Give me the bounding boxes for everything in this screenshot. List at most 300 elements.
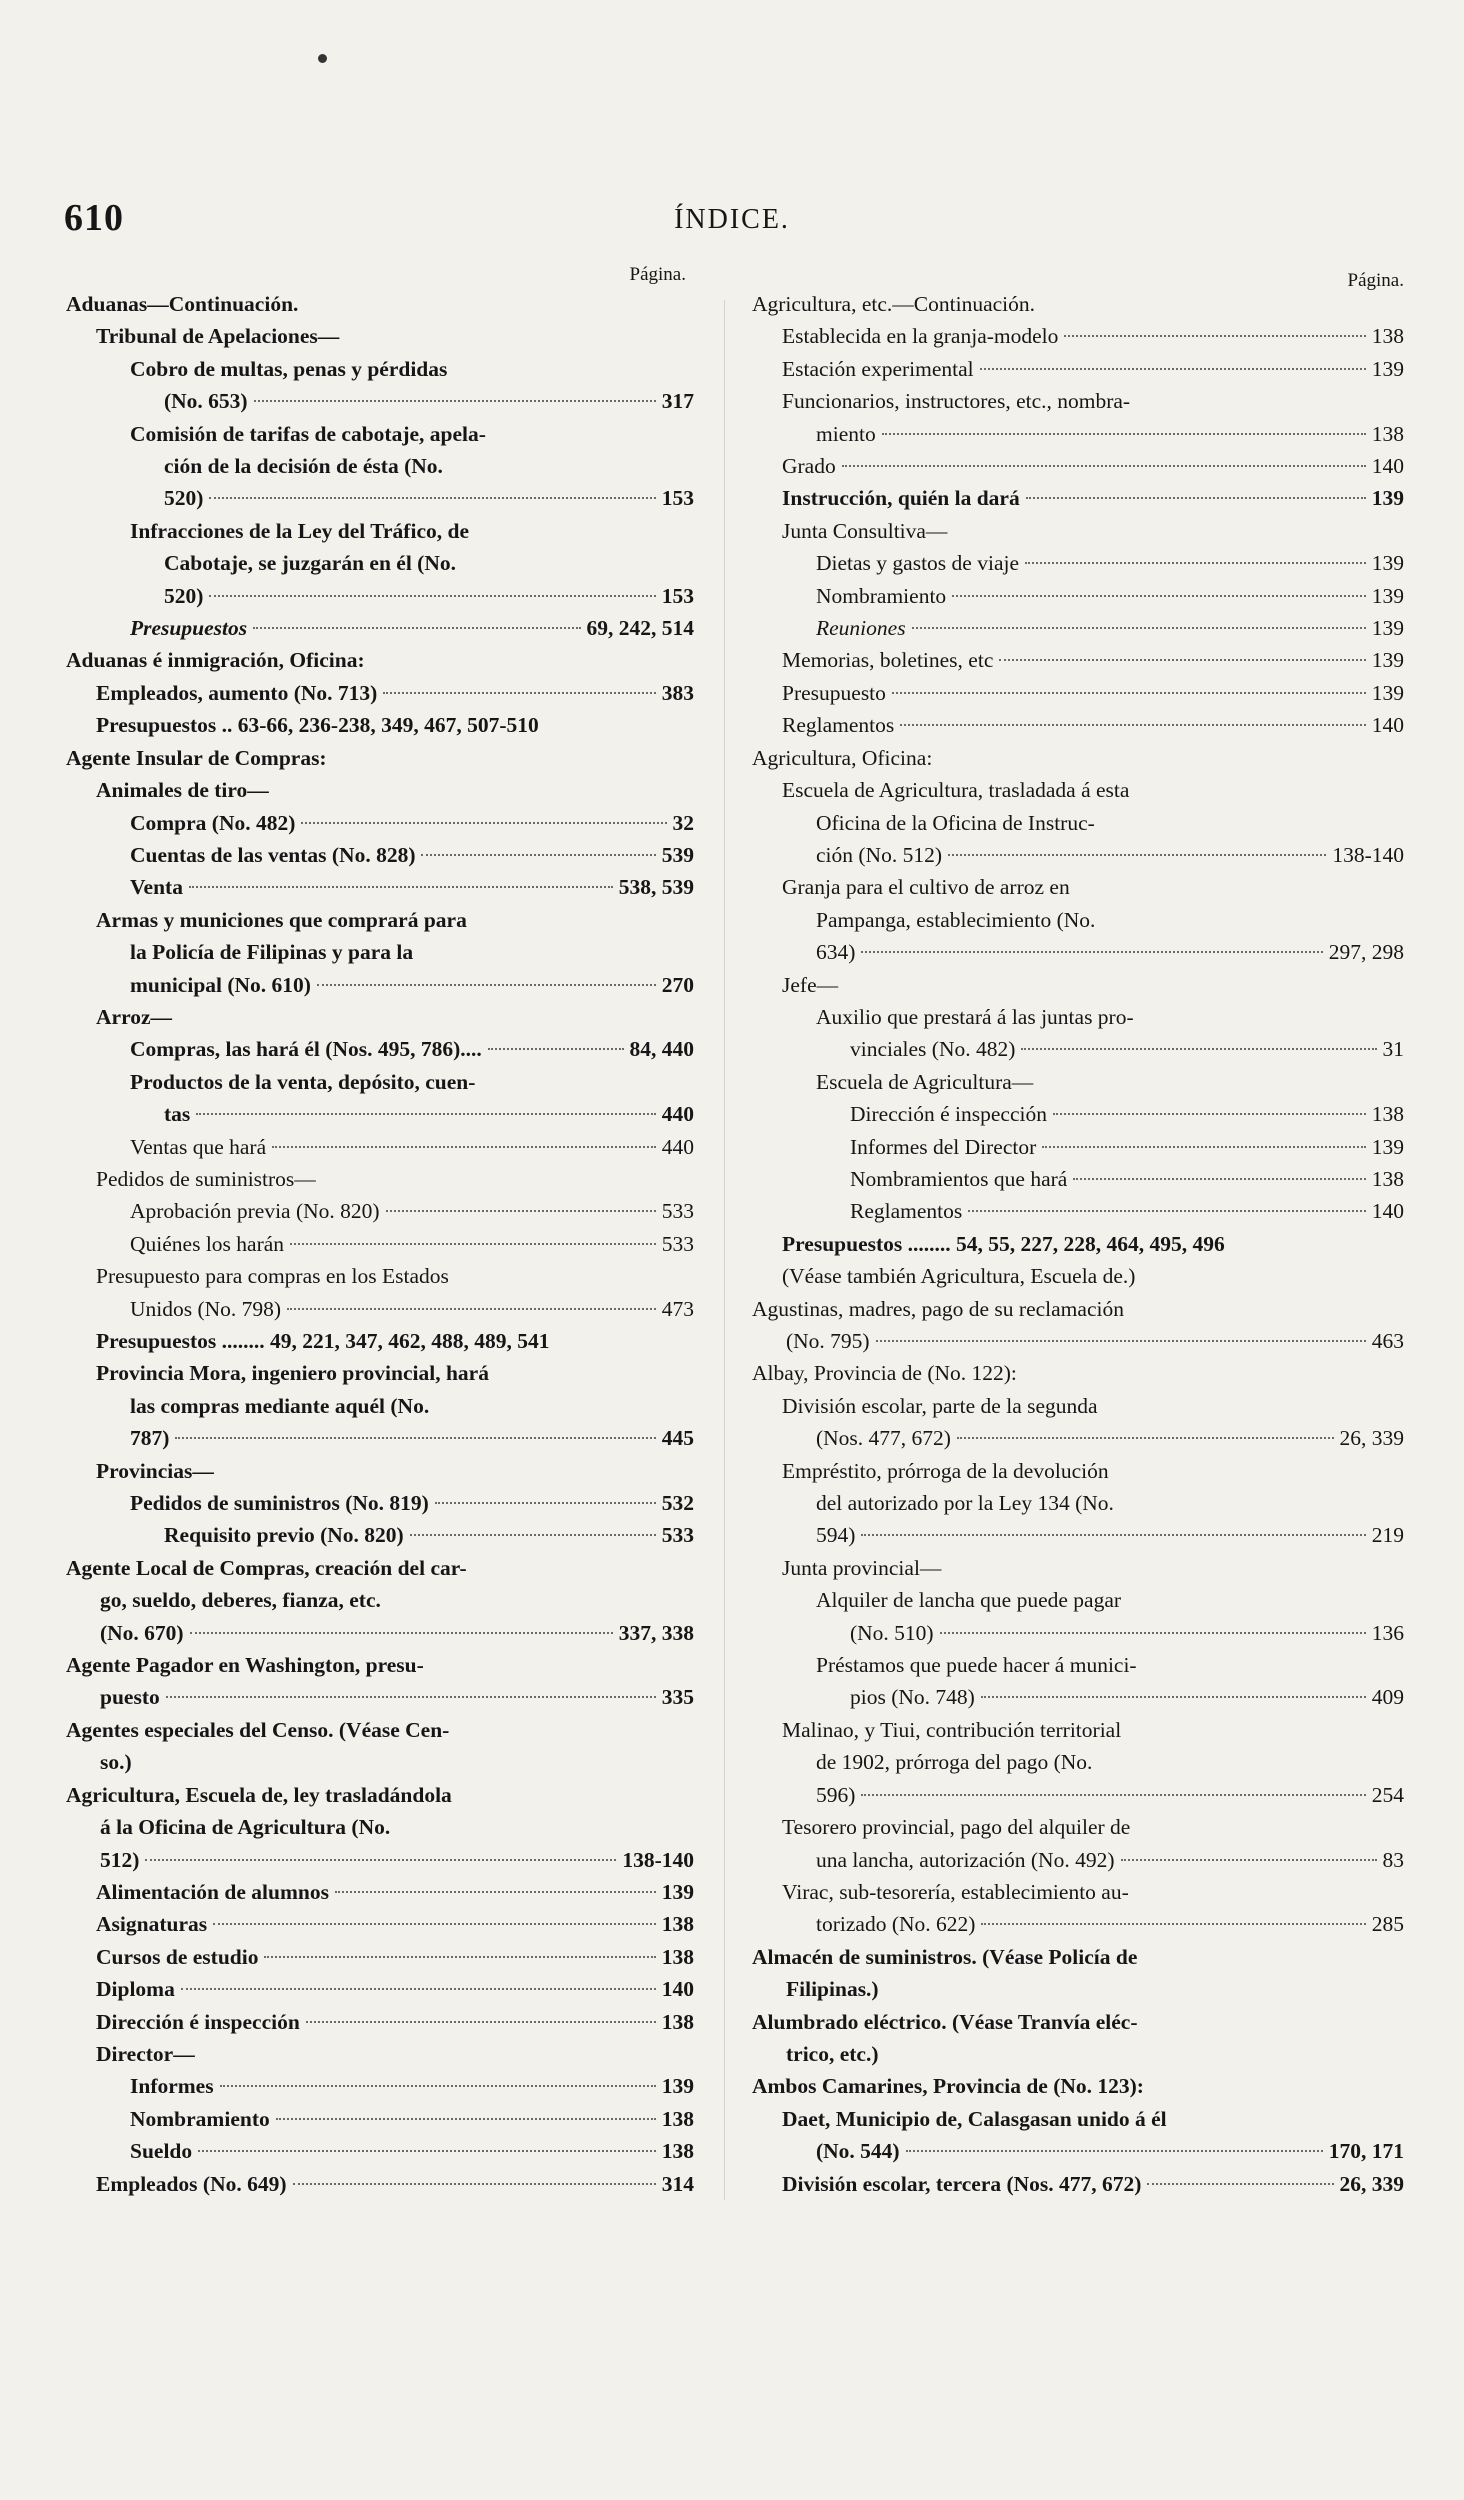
index-entry (66, 515, 694, 612)
dot-leader (861, 951, 1322, 953)
entry-line (66, 515, 694, 547)
index-entry (752, 2168, 1404, 2200)
index-entry (752, 2103, 1404, 2168)
index-entry (752, 385, 1404, 450)
entry-line (752, 320, 1404, 352)
page-reference: 138 (661, 1912, 694, 1937)
entry-text: Reglamentos (850, 1199, 963, 1224)
dot-leader (861, 1534, 1365, 1536)
page-reference: 285 (1371, 1912, 1404, 1937)
entry-line (752, 904, 1404, 936)
entry-line (752, 1941, 1404, 1973)
page-reference: 138-140 (622, 1847, 694, 1872)
entry-line (752, 450, 1404, 482)
entry-text: Pedidos de suministros (No. 819) (130, 1491, 429, 1516)
entry-text: tas (164, 1102, 191, 1127)
entry-text: Préstamos que puede hacer á munici- (816, 1653, 1137, 1678)
entry-text: Escuela de Agricultura— (816, 1069, 1034, 1094)
dot-leader (276, 2118, 656, 2120)
index-entry (752, 482, 1404, 514)
entry-text: Nombramiento (130, 2106, 270, 2131)
entry-text: ción de la decisión de ésta (No. (164, 454, 443, 479)
dot-leader (196, 1113, 655, 1115)
index-entry (66, 1228, 694, 1260)
index-entry (752, 450, 1404, 482)
entry-text: so.) (100, 1750, 132, 1775)
index-entry (752, 1649, 1404, 1714)
entry-line (752, 612, 1404, 644)
entry-line (752, 1552, 1404, 1584)
entry-text: del autorizado por la Ley 134 (No. (816, 1491, 1114, 1516)
index-entry (752, 1876, 1404, 1941)
page-reference: 140 (1371, 1199, 1404, 1224)
entry-text: Dirección é inspección (850, 1102, 1047, 1127)
index-entry (752, 1552, 1404, 1584)
entry-line (752, 515, 1404, 547)
index-entry (752, 1001, 1404, 1066)
entry-line (66, 2135, 694, 2167)
index-entry (752, 1163, 1404, 1195)
entry-line (66, 1033, 694, 1065)
entry-text: go, sueldo, deberes, fianza, etc. (100, 1588, 381, 1613)
entry-line (66, 1617, 694, 1649)
dot-leader (980, 368, 1366, 370)
entry-line (752, 677, 1404, 709)
entry-text: Oficina de la Oficina de Instruc- (816, 810, 1095, 835)
index-entry (66, 1941, 694, 1973)
dot-leader (1064, 335, 1365, 337)
entry-text: Aprobación previa (No. 820) (130, 1199, 380, 1224)
entry-line (752, 1519, 1404, 1551)
entry-text: Cobro de multas, penas y pérdidas (130, 356, 448, 381)
page-reference: 533 (661, 1231, 694, 1256)
dot-leader (435, 1502, 656, 1504)
entry-line (66, 612, 694, 644)
entry-line (752, 2168, 1404, 2200)
entry-line (66, 2006, 694, 2038)
entry-text: Provincias— (96, 1458, 214, 1483)
index-entry (66, 807, 694, 839)
dot-leader (145, 1859, 616, 1861)
entry-text: ción (No. 512) (816, 842, 942, 867)
entry-line (752, 1001, 1404, 1033)
index-entry (66, 1649, 694, 1714)
entry-text: Presupuestos ........ 49, 221, 347, 462, 488, 489, 541 (96, 1329, 550, 1353)
entry-text: (No. 544) (816, 2139, 900, 2164)
entry-line (66, 2038, 694, 2070)
page-reference: 383 (661, 680, 694, 705)
page-header (0, 196, 1464, 256)
entry-text: Quiénes los harán (130, 1231, 285, 1256)
entry-text: Reglamentos (782, 713, 895, 738)
index-entry (752, 709, 1404, 741)
entry-line (752, 2038, 1404, 2070)
page-number: 610 (64, 197, 124, 239)
entry-line (752, 774, 1404, 806)
entry-text: á la Oficina de Agricultura (No. (100, 1815, 391, 1840)
entry-text: municipal (No. 610) (130, 972, 311, 997)
index-entry (752, 612, 1404, 644)
entry-line (66, 644, 694, 676)
entry-text: Aduanas—Continuación. (66, 292, 299, 316)
entry-line (66, 1228, 694, 1260)
dot-leader (410, 1534, 656, 1536)
page-reference: 139 (1371, 616, 1404, 641)
page-reference: 139 (661, 2074, 694, 2099)
entry-text: Agricultura, Oficina: (752, 745, 933, 770)
index-entry (66, 644, 694, 676)
entry-text: de 1902, prórroga del pago (No. (816, 1750, 1093, 1775)
entry-text: Granja para el cultivo de arroz en (782, 875, 1070, 900)
entry-line (66, 1455, 694, 1487)
dot-leader (981, 1696, 1366, 1698)
index-entry (752, 2070, 1404, 2102)
running-title: ÍNDICE. (674, 204, 790, 235)
index-entry (752, 677, 1404, 709)
entry-line (752, 709, 1404, 741)
entry-text: Agente Insular de Compras: (66, 745, 327, 770)
index-entry (752, 580, 1404, 612)
pagina-label-right: Página. (1347, 270, 1404, 291)
index-entry (752, 871, 1404, 968)
index-entry (66, 1033, 694, 1065)
entry-line (66, 2103, 694, 2135)
entry-line (752, 1260, 1404, 1292)
entry-line (752, 1357, 1404, 1389)
entry-text: Filipinas.) (786, 1977, 879, 2002)
entry-line (752, 1325, 1404, 1357)
entry-text: Auxilio que prestará á las juntas pro- (816, 1004, 1134, 1029)
entry-line (66, 936, 694, 968)
index-entry (752, 1941, 1404, 2006)
page-reference: 138 (1371, 421, 1404, 446)
entry-line (66, 2070, 694, 2102)
dot-leader (175, 1437, 655, 1439)
entry-text: Dietas y gastos de viaje (816, 551, 1020, 576)
entry-text: 787) (130, 1426, 170, 1451)
entry-text: 520) (164, 486, 204, 511)
entry-text: Provincia Mora, ingeniero provincial, hará (96, 1361, 489, 1386)
entry-line (66, 320, 694, 352)
entry-text: (No. 510) (850, 1620, 934, 1645)
entry-text: Presupuestos ........ 54, 55, 227, 228, 464, 495, 496 (782, 1231, 1225, 1256)
entry-text: Compras, las hará él (Nos. 495, 786).... (130, 1037, 482, 1062)
page-reference: 219 (1371, 1523, 1404, 1548)
page-reference: 138 (1371, 1102, 1404, 1127)
page-reference: 139 (1371, 486, 1404, 511)
entry-text: Unidos (No. 798) (130, 1296, 282, 1321)
right-column (752, 262, 1404, 2200)
entry-line (752, 644, 1404, 676)
dot-leader (952, 595, 1366, 597)
entry-text: División escolar, parte de la segunda (782, 1393, 1098, 1418)
entry-line (752, 580, 1404, 612)
entry-line (752, 1811, 1404, 1843)
entry-text: miento (816, 421, 876, 446)
page-reference: 463 (1371, 1329, 1404, 1353)
entry-line (66, 871, 694, 903)
entry-text: Diploma (96, 1977, 175, 2002)
entry-line (752, 2070, 1404, 2102)
index-entry (66, 353, 694, 418)
index-entry (66, 1519, 694, 1551)
entry-text: Armas y municiones que comprará para (96, 907, 467, 932)
entry-text: Nombramiento (816, 583, 947, 608)
entry-line (752, 1422, 1404, 1454)
dot-leader (957, 1437, 1334, 1439)
entry-text: Cursos de estudio (96, 1944, 259, 1969)
entry-line (66, 807, 694, 839)
index-entry (66, 839, 694, 871)
entry-line (66, 709, 694, 741)
entry-line (752, 547, 1404, 579)
entry-line (66, 1714, 694, 1746)
index-entry (66, 1195, 694, 1227)
entry-text: 520) (164, 583, 204, 608)
entry-line (752, 1195, 1404, 1227)
dot-leader (220, 2085, 656, 2087)
entry-text: Estación experimental (782, 356, 974, 381)
entry-text: Nombramientos que hará (850, 1166, 1068, 1191)
entry-text: (No. 653) (164, 389, 248, 414)
index-entry (752, 1195, 1404, 1227)
entry-text: trico, etc.) (786, 2041, 879, 2066)
entry-text: Dirección é inspección (96, 2009, 300, 2034)
entry-text: Presupuesto para compras en los Estados (96, 1264, 449, 1289)
index-entry (752, 515, 1404, 547)
index-entry (66, 1455, 694, 1487)
entry-text: Tesorero provincial, pago del alquiler de (782, 1815, 1131, 1840)
page-reference: 473 (661, 1296, 694, 1321)
entry-line (752, 839, 1404, 871)
entry-line (752, 807, 1404, 839)
index-entry (752, 547, 1404, 579)
index-entry (752, 969, 1404, 1001)
index-entry (66, 1260, 694, 1325)
entry-text: Asignaturas (96, 1912, 208, 1937)
dot-leader (876, 1340, 1366, 1342)
entry-text: Cabotaje, se juzgarán en él (No. (164, 551, 456, 576)
entry-line (752, 1649, 1404, 1681)
entry-text: Sueldo (130, 2139, 193, 2164)
page-reference: 254 (1371, 1782, 1404, 1807)
index-entry (66, 904, 694, 1001)
page-reference: 532 (661, 1491, 694, 1516)
entry-line (752, 1487, 1404, 1519)
entry-line (66, 1681, 694, 1713)
index-entry (66, 1552, 694, 1649)
dot-leader (287, 1308, 656, 1310)
entry-line (66, 1973, 694, 2005)
index-entry (66, 2135, 694, 2167)
index-entry (66, 1131, 694, 1163)
entry-text: la Policía de Filipinas y para la (130, 940, 414, 965)
entry-line (66, 1487, 694, 1519)
page-reference: 138 (661, 2139, 694, 2164)
entry-text: Arroz— (96, 1004, 173, 1029)
entry-line (66, 1390, 694, 1422)
entry-line (752, 482, 1404, 514)
entry-line (752, 1390, 1404, 1422)
entry-line (66, 904, 694, 936)
entry-line (66, 1844, 694, 1876)
dot-leader (1073, 1178, 1365, 1180)
index-entry (752, 1584, 1404, 1649)
dot-leader (1026, 497, 1366, 499)
entry-line (66, 1941, 694, 1973)
entry-line (752, 742, 1404, 774)
entry-text: Reuniones (816, 616, 906, 641)
entry-text: Ambos Camarines, Provincia de (No. 123): (752, 2074, 1144, 2099)
page-reference: 140 (1371, 713, 1404, 738)
entry-line (66, 1066, 694, 1098)
page-reference: 335 (661, 1685, 694, 1710)
index-entry (752, 1714, 1404, 1811)
page-reference: 139 (1371, 648, 1404, 673)
entry-line (752, 2135, 1404, 2167)
page-reference: 138 (661, 1944, 694, 1969)
dot-leader (213, 1923, 656, 1925)
entry-text: vinciales (No. 482) (850, 1037, 1016, 1062)
page-reference: 138 (1371, 1166, 1404, 1191)
column-divider (724, 300, 725, 2200)
entry-line (752, 1681, 1404, 1713)
entry-line (66, 839, 694, 871)
entry-line (752, 1973, 1404, 2005)
entry-line (66, 1779, 694, 1811)
index-entry (752, 288, 1404, 320)
page-reference: 270 (661, 972, 694, 997)
page-reference: 538, 539 (618, 875, 694, 900)
entry-text: Instrucción, quién la dará (782, 486, 1020, 511)
entry-line (752, 1779, 1404, 1811)
page-reference: 139 (661, 1879, 694, 1904)
page-reference: 170, 171 (1328, 2139, 1404, 2164)
page-reference: 84, 440 (629, 1037, 694, 1062)
dot-leader (190, 1632, 613, 1634)
entry-line (66, 450, 694, 482)
entry-line (66, 1293, 694, 1325)
page-reference: 337, 338 (618, 1620, 694, 1645)
entry-text: Junta Consultiva— (782, 518, 948, 543)
entry-line (752, 1098, 1404, 1130)
entry-text: Presupuesto (782, 680, 886, 705)
entry-text: Animales de tiro— (96, 778, 269, 803)
index-entry (66, 2168, 694, 2200)
dot-leader (861, 1794, 1365, 1796)
page-reference: 26, 339 (1339, 1426, 1404, 1451)
dot-leader (209, 497, 655, 499)
entry-text: Virac, sub-tesorería, establecimiento au- (782, 1879, 1129, 1904)
index-entry (66, 677, 694, 709)
page-reference: 440 (661, 1102, 694, 1127)
index-entry (66, 1876, 694, 1908)
index-entry (752, 1098, 1404, 1130)
pagina-label-left: Página. (629, 264, 686, 285)
entry-line (752, 1131, 1404, 1163)
dot-leader (1121, 1859, 1377, 1861)
entry-text: Junta provincial— (782, 1555, 942, 1580)
dot-leader (488, 1048, 624, 1050)
entry-text: Memorias, boletines, etc (782, 648, 994, 673)
entry-text: Pampanga, establecimiento (No. (816, 907, 1096, 932)
dot-leader (166, 1696, 656, 1698)
entry-line (752, 1163, 1404, 1195)
index-entry (66, 1325, 694, 1357)
entry-text: Alumbrado eléctrico. (Véase Tranvía eléc- (752, 2009, 1138, 2034)
page-reference: 139 (1371, 1134, 1404, 1159)
entry-text: Cuentas de las ventas (No. 828) (130, 842, 416, 867)
page-reference: 533 (661, 1523, 694, 1548)
index-entry (752, 1357, 1404, 1389)
page-reference: 69, 242, 514 (586, 616, 694, 641)
index-entry (752, 1066, 1404, 1098)
index-entry (752, 742, 1404, 774)
entry-text: Agricultura, Escuela de, ley trasladándola (66, 1782, 452, 1807)
index-entry (66, 1001, 694, 1033)
entry-line (752, 936, 1404, 968)
entry-text: Presupuestos .. 63-66, 236-238, 349, 467, 507-510 (96, 713, 539, 738)
entry-line (66, 2168, 694, 2200)
index-entry (66, 2038, 694, 2070)
dot-leader (264, 1956, 655, 1958)
index-entry (66, 1779, 694, 1876)
entry-text: Aduanas é inmigración, Oficina: (66, 648, 365, 673)
page-reference: 136 (1371, 1620, 1404, 1645)
entry-text: Director— (96, 2041, 195, 2066)
entry-line (66, 1584, 694, 1616)
entry-line (66, 1001, 694, 1033)
index-entry (66, 2103, 694, 2135)
page-reference: 138-140 (1332, 842, 1404, 867)
dot-leader (1021, 1048, 1376, 1050)
entry-text: Agustinas, madres, pago de su reclamación (752, 1296, 1124, 1321)
page-reference: 138 (1371, 324, 1404, 349)
entry-line (66, 1519, 694, 1551)
index-entry (66, 709, 694, 741)
entry-line (66, 742, 694, 774)
dot-leader (1147, 2183, 1333, 2185)
entry-line (752, 1714, 1404, 1746)
entry-line (66, 482, 694, 514)
page-reference: 32 (672, 810, 694, 835)
page-reference: 317 (661, 389, 694, 414)
entry-text: Funcionarios, instructores, etc., nombra- (782, 389, 1131, 414)
page-reference: 83 (1382, 1847, 1404, 1872)
entry-text: Informes (130, 2074, 214, 2099)
index-entry (752, 1131, 1404, 1163)
page-reference: 139 (1371, 551, 1404, 576)
entry-text: Pedidos de suministros— (96, 1166, 316, 1191)
entry-line (66, 353, 694, 385)
entry-text: pios (No. 748) (850, 1685, 975, 1710)
index-entry (66, 742, 694, 774)
entry-line (752, 1746, 1404, 1778)
entry-line (66, 1552, 694, 1584)
dot-leader (1025, 562, 1366, 564)
entry-text: Daet, Municipio de, Calasgasan unido á él (782, 2106, 1167, 2131)
dot-leader (906, 2150, 1323, 2152)
index-entry (66, 2006, 694, 2038)
dot-leader (1042, 1146, 1365, 1148)
dot-leader (253, 627, 580, 629)
dot-leader (254, 400, 656, 402)
entry-text: Almacén de suministros. (Véase Policía de (752, 1944, 1138, 1969)
page-reference: 314 (661, 2171, 694, 2196)
index-entry (66, 2070, 694, 2102)
entry-text: Albay, Provincia de (No. 122): (752, 1361, 1017, 1386)
entry-text: Agricultura, etc.—Continuación. (752, 292, 1036, 316)
